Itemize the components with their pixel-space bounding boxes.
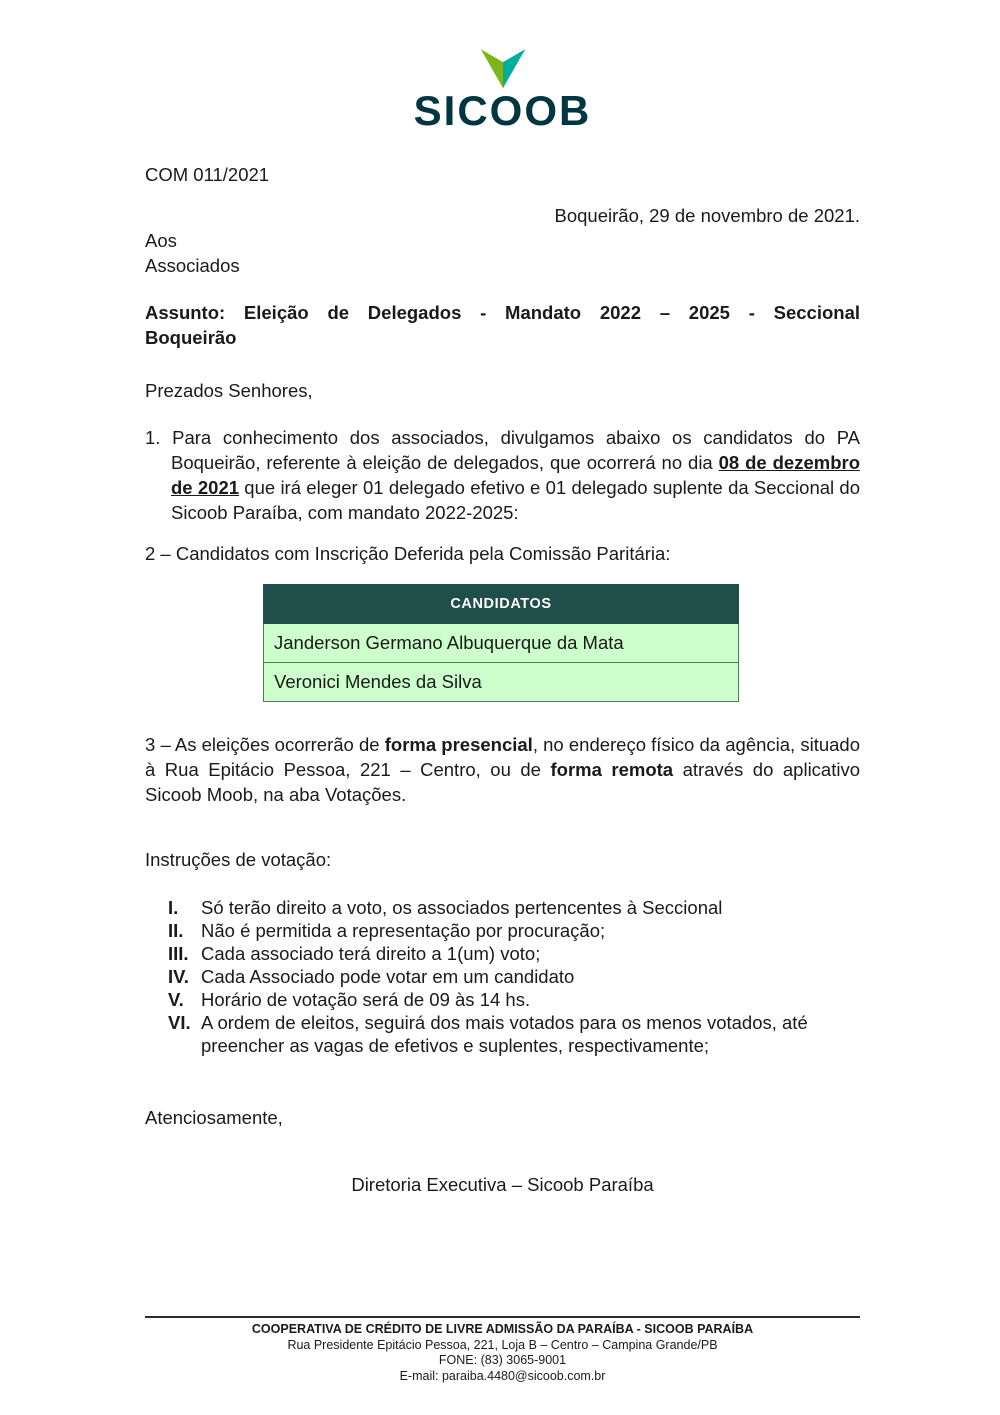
greeting: Prezados Senhores, xyxy=(145,380,313,401)
footer-cooperative-name: COOPERATIVA DE CRÉDITO DE LIVRE ADMISSÃO DA PARAÍBA - SICOOB PARAÍBA xyxy=(251,1322,754,1336)
document-reference: COM 011/2021 xyxy=(145,164,270,185)
paragraph-1-text: Para conhecimento dos associados, divulgamos abaixo os candidatos do PA Boqueirão, referente à eleição de delegados, que ocorrerá no dia xyxy=(171,427,860,473)
paragraph-1-number: 1. xyxy=(145,427,161,448)
instruction-number: III. xyxy=(168,943,189,964)
paragraph-2: 2 – Candidatos com Inscrição Deferida pela Comissão Paritária: xyxy=(145,543,671,564)
instruction-text: Não é permitida a representação por procuração; xyxy=(201,920,606,941)
candidate-row xyxy=(264,624,739,663)
subject-block xyxy=(145,300,860,350)
candidates-table xyxy=(263,584,739,702)
footer-divider xyxy=(145,1316,860,1318)
instruction-item xyxy=(168,896,860,919)
candidate-name: Veronici Mendes da Silva xyxy=(264,663,739,702)
instruction-item xyxy=(168,988,860,1011)
closing: Atenciosamente, xyxy=(145,1107,283,1128)
candidate-name: Janderson Germano Albuquerque da Mata xyxy=(264,624,739,663)
instruction-text: Só terão direito a voto, os associados pertencentes à Seccional xyxy=(201,897,723,918)
footer-phone: FONE: (83) 3065-9001 xyxy=(438,1353,567,1367)
letterhead-footer xyxy=(145,1316,860,1384)
sicoob-wordmark: SICOOB xyxy=(413,87,592,134)
instruction-text: A ordem de eleitos, seguirá dos mais votados para os menos votados, até preencher as vagas de efetivos e suplentes, respectivamente; xyxy=(201,1012,808,1056)
paragraph-1-text-after: que irá eleger 01 delegado efetivo e 01 delegado suplente da Seccional do Sicoob Paraíba, com mandato 2022-2025: xyxy=(171,477,861,523)
instruction-text: Horário de votação será de 09 às 14 hs. xyxy=(201,989,531,1010)
paragraph-3-text: 3 – As eleições ocorrerão de xyxy=(145,734,385,755)
instruction-item xyxy=(168,942,860,965)
voting-mode-presential: forma presencial xyxy=(384,734,533,755)
footer-address: Rua Presidente Epitácio Pessoa, 221, Loja B – Centro – Campina Grande/PB xyxy=(287,1337,718,1352)
candidates-table-header: CANDIDATOS xyxy=(264,585,739,624)
addressee-to: Aos xyxy=(145,230,177,251)
instruction-number: II. xyxy=(168,920,184,941)
subject-line-1: Assunto: Eleição de Delegados - Mandato 2022 – 2025 - Seccional xyxy=(145,302,860,323)
instruction-text: Cada Associado pode votar em um candidato xyxy=(201,966,575,987)
subject-line-2: Boqueirão xyxy=(145,327,237,348)
paragraph-3 xyxy=(145,732,860,807)
sicoob-logo xyxy=(145,38,860,134)
instruction-number: I. xyxy=(168,897,179,918)
candidates-table-header-row xyxy=(264,585,739,624)
place-date-line: Boqueirão, 29 de novembro de 2021. xyxy=(554,205,860,226)
election-date: 08 de dezembro de 2021 xyxy=(171,452,860,498)
instruction-item xyxy=(168,919,860,942)
instruction-item xyxy=(168,965,860,988)
voting-mode-remote: forma remota xyxy=(550,759,674,780)
instructions-list xyxy=(168,896,860,1057)
instruction-item xyxy=(168,1011,860,1057)
paragraph-3-text-2: , no endereço físico da agência, situado à Rua Epitácio Pessoa, 221 – Centro, ou de xyxy=(145,734,860,780)
instruction-text: Cada associado terá direito a 1(um) voto; xyxy=(201,943,541,964)
sicoob-logo-icon xyxy=(473,38,533,90)
paragraph-3-text-3: através do aplicativo Sicoob Moob, na aba Votações. xyxy=(145,759,861,805)
instruction-number: VI. xyxy=(168,1012,191,1033)
instruction-number: V. xyxy=(168,989,184,1010)
candidate-row xyxy=(264,663,739,702)
instructions-title: Instruções de votação: xyxy=(145,849,332,870)
instruction-number: IV. xyxy=(168,966,189,987)
paragraph-1 xyxy=(145,425,860,525)
addressee-name: Associados xyxy=(145,255,240,276)
signature-line: Diretoria Executiva – Sicoob Paraíba xyxy=(351,1174,654,1195)
footer-email: E-mail: paraiba.4480@sicoob.com.br xyxy=(399,1368,606,1383)
